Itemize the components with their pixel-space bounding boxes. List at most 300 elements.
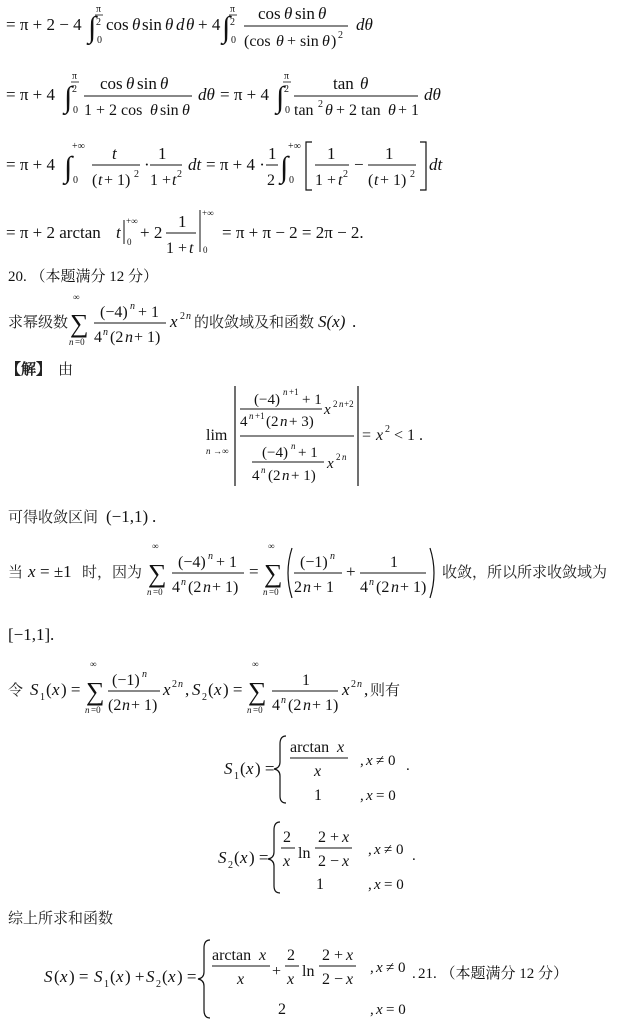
svg-text:2 +: 2 + xyxy=(318,829,340,846)
svg-text:x: x xyxy=(170,312,178,331)
svg-text:∞: ∞ xyxy=(73,292,80,302)
problem-heading xyxy=(0,262,634,290)
svg-text:x: x xyxy=(374,877,381,893)
svg-text:(−1,1): (−1,1) xyxy=(106,507,149,526)
svg-text:(−4): (−4) xyxy=(254,392,280,408)
svg-text:4: 4 xyxy=(252,468,260,484)
svg-text:n: n xyxy=(280,414,288,430)
svg-text:2: 2 xyxy=(96,17,101,28)
svg-text:+ 1): + 1) xyxy=(291,468,316,484)
svg-text:2: 2 xyxy=(134,169,139,180)
svg-text:π: π xyxy=(230,4,236,15)
svg-text:令: 令 xyxy=(8,681,24,699)
svg-text:+ 1: + 1 xyxy=(313,579,335,596)
svg-text:2: 2 xyxy=(180,311,185,322)
svg-text:n: n xyxy=(130,301,135,312)
svg-text:∫: ∫ xyxy=(64,151,73,184)
svg-text:,: , xyxy=(368,842,372,858)
svg-text:n: n xyxy=(342,452,347,462)
svg-text:dt: dt xyxy=(188,155,202,174)
svg-text:(2: (2 xyxy=(266,414,279,430)
svg-text:+∞: +∞ xyxy=(126,216,138,226)
svg-text:π: π xyxy=(72,71,78,82)
svg-text:1: 1 xyxy=(302,672,310,689)
svg-text:x: x xyxy=(346,947,354,964)
svg-text:θ: θ xyxy=(132,15,141,34)
svg-text:n: n xyxy=(291,441,296,451)
svg-text:n: n xyxy=(369,577,374,588)
svg-text:,: , xyxy=(368,877,372,893)
svg-text:θ: θ xyxy=(318,4,327,23)
svg-text:θ: θ xyxy=(182,102,190,119)
svg-text:= π + 4: = π + 4 xyxy=(6,155,56,174)
svg-text:tan: tan xyxy=(333,74,354,93)
svg-text:+ 1): + 1) xyxy=(104,172,131,189)
svg-text:x: x xyxy=(366,788,373,804)
svg-text:+ 1: + 1 xyxy=(398,102,420,119)
svg-text:S(x): S(x) xyxy=(318,312,346,331)
svg-text:θ: θ xyxy=(388,102,396,119)
svg-text:(: ( xyxy=(46,680,52,699)
svg-text:n: n xyxy=(391,579,399,596)
svg-text:≠ 0: ≠ 0 xyxy=(384,842,404,858)
svg-text:= π + 4: = π + 4 xyxy=(220,85,270,104)
svg-text:= ±1: = ±1 xyxy=(40,562,72,581)
svg-text:S: S xyxy=(224,759,233,778)
svg-text:2 −: 2 − xyxy=(322,971,344,988)
svg-text:dθ: dθ xyxy=(424,85,441,104)
svg-text:=0: =0 xyxy=(269,587,279,597)
svg-text:n: n xyxy=(208,551,213,562)
svg-text:.: . xyxy=(50,625,55,644)
svg-text:求幂级数: 求幂级数 xyxy=(8,313,69,331)
svg-text:+ 3): + 3) xyxy=(289,414,314,430)
svg-text:θ: θ xyxy=(325,102,333,119)
svg-text:= π + π − 2 = 2π − 2.: = π + π − 2 = 2π − 2. xyxy=(222,223,364,242)
svg-text:∞: ∞ xyxy=(252,659,259,669)
svg-text:2: 2 xyxy=(267,172,275,189)
svg-text:,: , xyxy=(370,1002,374,1018)
svg-text:n: n xyxy=(303,579,311,596)
svg-text:= π + 4: = π + 4 xyxy=(6,85,56,104)
svg-text:(: ( xyxy=(92,172,98,189)
svg-text:由: 由 xyxy=(58,360,74,378)
svg-text:+∞: +∞ xyxy=(288,141,301,152)
svg-text:) =: ) = xyxy=(249,848,269,867)
svg-text:π: π xyxy=(284,71,290,82)
svg-text:2: 2 xyxy=(284,84,289,95)
svg-text:(2: (2 xyxy=(268,468,281,484)
svg-text:x: x xyxy=(342,829,350,846)
svg-text:(2: (2 xyxy=(288,697,302,714)
svg-text:=: = xyxy=(362,427,372,444)
svg-text:dt: dt xyxy=(429,155,443,174)
svg-text:∑: ∑ xyxy=(148,559,167,588)
svg-text:4: 4 xyxy=(272,697,280,714)
svg-text:θ: θ xyxy=(360,74,369,93)
svg-text:→∞: →∞ xyxy=(213,446,229,456)
svg-text:n: n xyxy=(330,551,335,562)
svg-text:n: n xyxy=(125,329,133,346)
svg-text:θ: θ xyxy=(276,33,284,50)
svg-text:arctan: arctan xyxy=(290,739,330,756)
svg-text:∫: ∫ xyxy=(276,81,285,114)
svg-text:1: 1 xyxy=(178,212,187,231)
svg-text:2: 2 xyxy=(351,679,356,690)
svg-text:n: n xyxy=(339,399,344,409)
svg-text:≠ 0: ≠ 0 xyxy=(386,960,406,976)
svg-text:θ: θ xyxy=(165,15,174,34)
svg-text:∞: ∞ xyxy=(268,541,275,551)
svg-text:,: , xyxy=(364,680,369,699)
equation-line-3 xyxy=(0,134,634,196)
svg-text:x: x xyxy=(366,753,373,769)
equation-line-4 xyxy=(0,204,634,260)
limit-expression xyxy=(0,382,634,492)
definitions-line xyxy=(0,658,634,724)
svg-text:,: , xyxy=(185,680,190,699)
svg-text:n: n xyxy=(283,387,288,397)
svg-text:cos: cos xyxy=(100,74,123,93)
svg-text:t: t xyxy=(172,172,177,189)
svg-text:x: x xyxy=(346,971,354,988)
svg-text:= π + 2 − 4: = π + 2 − 4 xyxy=(6,15,82,34)
svg-text:) +: ) + xyxy=(125,967,145,986)
svg-text:t: t xyxy=(98,172,103,189)
svg-text:x: x xyxy=(60,967,68,986)
svg-text:2: 2 xyxy=(172,679,177,690)
svg-text:x: x xyxy=(283,853,291,870)
svg-text:(−4): (−4) xyxy=(100,304,128,321)
svg-text:x: x xyxy=(168,967,176,986)
svg-text:θ: θ xyxy=(322,33,330,50)
svg-text:2: 2 xyxy=(156,979,161,990)
svg-text:2: 2 xyxy=(410,169,415,180)
svg-text:n: n xyxy=(357,679,362,690)
svg-text:,: , xyxy=(360,788,364,804)
svg-text:(2: (2 xyxy=(188,579,202,596)
svg-text:+ 2 tan: + 2 tan xyxy=(336,102,381,119)
svg-text:d: d xyxy=(176,15,185,34)
svg-text:n: n xyxy=(147,587,152,597)
svg-text:ln: ln xyxy=(298,845,311,862)
svg-text:x: x xyxy=(287,971,295,988)
svg-text:n: n xyxy=(247,705,252,715)
svg-text:1: 1 xyxy=(385,144,394,163)
svg-text:∫: ∫ xyxy=(64,81,73,114)
svg-text:+2: +2 xyxy=(344,399,354,409)
svg-text:n: n xyxy=(261,465,266,475)
svg-text:sin: sin xyxy=(142,15,162,34)
svg-text:x: x xyxy=(342,680,350,699)
svg-text:∫: ∫ xyxy=(280,151,289,184)
svg-text:2: 2 xyxy=(294,579,302,596)
svg-text:+ sin: + sin xyxy=(287,33,319,50)
svg-text:x: x xyxy=(376,960,383,976)
svg-text:S: S xyxy=(44,967,53,986)
svg-text:∞: ∞ xyxy=(152,541,159,551)
svg-text:(−1): (−1) xyxy=(112,672,140,689)
svg-text:x: x xyxy=(52,680,60,699)
svg-text:(2: (2 xyxy=(108,697,122,714)
svg-text:< 1 .: < 1 . xyxy=(394,427,424,444)
svg-text:,: , xyxy=(370,960,374,976)
svg-text:0: 0 xyxy=(231,35,236,46)
svg-text:n: n xyxy=(263,587,268,597)
svg-text:时，因为: 时，因为 xyxy=(82,563,143,581)
svg-text:(−1): (−1) xyxy=(300,554,328,571)
svg-text:1: 1 xyxy=(268,144,277,163)
svg-text:t: t xyxy=(116,223,121,242)
svg-text:2: 2 xyxy=(333,399,338,409)
svg-text:1: 1 xyxy=(104,979,109,990)
svg-text:cos: cos xyxy=(106,15,129,34)
svg-text:+ 1: + 1 xyxy=(138,304,160,321)
domain-line xyxy=(0,618,634,652)
svg-text:sin: sin xyxy=(160,102,179,119)
svg-text:∑: ∑ xyxy=(70,309,89,338)
svg-text:n: n xyxy=(178,679,183,690)
svg-text:(: ( xyxy=(208,680,214,699)
svg-text:21. （本题满分 12 分）: 21. （本题满分 12 分） xyxy=(418,966,569,982)
svg-text:(2: (2 xyxy=(376,579,390,596)
svg-text:2 +: 2 + xyxy=(322,947,344,964)
svg-text:2: 2 xyxy=(72,84,77,95)
svg-text:+∞: +∞ xyxy=(202,208,214,218)
endpoint-line xyxy=(0,540,634,608)
svg-text:(−4): (−4) xyxy=(262,445,288,461)
svg-text:(: ( xyxy=(110,967,116,986)
svg-text:当: 当 xyxy=(8,563,24,581)
svg-text:+ 1: + 1 xyxy=(302,392,322,408)
svg-text:∫: ∫ xyxy=(222,11,231,44)
svg-text:= π + 4 ·: = π + 4 · xyxy=(206,155,265,174)
svg-text:2 −: 2 − xyxy=(318,853,340,870)
svg-text:·: · xyxy=(144,155,150,174)
svg-text:2: 2 xyxy=(338,30,343,41)
svg-text:1: 1 xyxy=(40,692,45,703)
svg-text:+ 1): + 1) xyxy=(400,579,427,596)
svg-text:= π + 2 arctan: = π + 2 arctan xyxy=(6,223,101,242)
svg-text:n: n xyxy=(122,697,130,714)
svg-text:.: . xyxy=(406,758,410,774)
svg-text:+ 2: + 2 xyxy=(140,223,163,242)
svg-text:.: . xyxy=(152,507,157,526)
svg-text:) =: ) = xyxy=(69,967,89,986)
svg-text:1: 1 xyxy=(234,771,239,782)
svg-text:,: , xyxy=(360,753,364,769)
svg-text:【解】: 【解】 xyxy=(6,360,52,378)
svg-text:x: x xyxy=(240,848,248,867)
svg-text:n: n xyxy=(206,446,211,456)
svg-text:n: n xyxy=(203,579,211,596)
svg-text:+∞: +∞ xyxy=(72,141,85,152)
s1-piecewise xyxy=(0,730,634,808)
svg-text:2: 2 xyxy=(278,1001,286,1018)
svg-text:t: t xyxy=(112,144,117,163)
svg-text:x: x xyxy=(163,680,171,699)
svg-text:1 +: 1 + xyxy=(166,240,188,257)
svg-text:0: 0 xyxy=(97,35,102,46)
svg-text:[−1,1]: [−1,1] xyxy=(8,625,51,644)
svg-text:+1: +1 xyxy=(255,411,265,421)
svg-text:) =: ) = xyxy=(255,759,275,778)
svg-text:x: x xyxy=(337,739,345,756)
svg-text:=0: =0 xyxy=(153,587,163,597)
svg-text:0: 0 xyxy=(73,175,78,186)
svg-text:+ 1): + 1) xyxy=(312,697,339,714)
svg-text:=0: =0 xyxy=(91,705,101,715)
svg-text:+ 1): + 1) xyxy=(380,172,407,189)
svg-text:sin: sin xyxy=(137,74,157,93)
svg-text:n: n xyxy=(85,705,90,715)
svg-text:2: 2 xyxy=(177,169,182,180)
svg-text:4: 4 xyxy=(172,579,180,596)
svg-text:n: n xyxy=(282,468,290,484)
svg-text:.: . xyxy=(412,966,416,982)
svg-text:(: ( xyxy=(162,967,168,986)
svg-text:n: n xyxy=(249,411,254,421)
svg-text:收敛，所以所求收敛域为: 收敛，所以所求收敛域为 xyxy=(442,563,608,581)
svg-text:+ 4: + 4 xyxy=(198,15,221,34)
svg-text:0: 0 xyxy=(73,105,78,116)
svg-text:∫: ∫ xyxy=(88,11,97,44)
svg-text:S: S xyxy=(30,680,39,699)
svg-text:2: 2 xyxy=(385,424,390,435)
svg-text:x: x xyxy=(342,853,350,870)
svg-text:lim: lim xyxy=(206,427,228,444)
s2-piecewise xyxy=(0,816,634,898)
svg-text:可得收敛区间: 可得收敛区间 xyxy=(8,508,99,526)
svg-text:x: x xyxy=(116,967,124,986)
equation-line-2 xyxy=(0,62,634,124)
svg-text:≠ 0: ≠ 0 xyxy=(376,753,396,769)
svg-text:+ 1): + 1) xyxy=(212,579,239,596)
svg-text:= 0: = 0 xyxy=(376,788,396,804)
svg-text:x: x xyxy=(259,947,267,964)
svg-text:∑: ∑ xyxy=(248,677,267,706)
svg-text:2: 2 xyxy=(287,947,295,964)
svg-text:S: S xyxy=(192,680,201,699)
svg-text:的收敛域及和函数: 的收敛域及和函数 xyxy=(194,313,315,331)
svg-text:0: 0 xyxy=(285,105,290,116)
svg-text:(cos: (cos xyxy=(244,33,271,50)
svg-text:4: 4 xyxy=(94,329,102,346)
svg-text:+ 1: + 1 xyxy=(216,554,238,571)
svg-text:) =: ) = xyxy=(177,967,197,986)
svg-text:1: 1 xyxy=(158,144,167,163)
svg-text:(: ( xyxy=(368,172,374,189)
svg-text:= 0: = 0 xyxy=(384,877,404,893)
svg-text:t: t xyxy=(374,172,379,189)
svg-text:=0: =0 xyxy=(75,337,85,347)
svg-text:4: 4 xyxy=(240,414,248,430)
svg-text:(: ( xyxy=(234,848,240,867)
svg-text:1 +: 1 + xyxy=(315,172,337,189)
svg-text:): ) xyxy=(331,33,337,50)
svg-text:2: 2 xyxy=(230,17,235,28)
svg-text:则有: 则有 xyxy=(370,681,401,699)
svg-text:n: n xyxy=(186,311,191,322)
svg-text:n: n xyxy=(142,669,147,680)
svg-text:ln: ln xyxy=(302,963,315,980)
svg-text:θ: θ xyxy=(186,15,195,34)
svg-text:x: x xyxy=(327,456,334,472)
svg-text:x: x xyxy=(314,763,322,780)
svg-text:arctan: arctan xyxy=(212,947,252,964)
svg-text:S: S xyxy=(218,848,227,867)
svg-text:θ: θ xyxy=(160,74,169,93)
svg-text:t: t xyxy=(189,240,194,257)
svg-text:+: + xyxy=(346,562,356,581)
svg-text:(2: (2 xyxy=(110,329,124,346)
svg-text:.: . xyxy=(352,312,357,331)
svg-text:=0: =0 xyxy=(253,705,263,715)
svg-text:cos: cos xyxy=(258,4,281,23)
svg-text:n: n xyxy=(303,697,311,714)
svg-text:−: − xyxy=(354,155,364,174)
svg-text:∑: ∑ xyxy=(264,559,283,588)
svg-text:+ 1): + 1) xyxy=(134,329,161,346)
svg-text:θ: θ xyxy=(284,4,293,23)
svg-text:+: + xyxy=(272,963,282,980)
svg-text:4: 4 xyxy=(360,579,368,596)
svg-text:(−4): (−4) xyxy=(178,554,206,571)
svg-text:综上所求和函数: 综上所求和函数 xyxy=(8,909,114,927)
svg-text:.: . xyxy=(412,848,416,864)
svg-text:x: x xyxy=(28,562,36,581)
svg-text:sin: sin xyxy=(295,4,315,23)
svg-text:n: n xyxy=(181,577,186,588)
svg-text:2: 2 xyxy=(318,99,323,110)
problem-statement xyxy=(0,292,634,356)
svg-text:θ: θ xyxy=(126,74,135,93)
svg-text:2: 2 xyxy=(202,692,207,703)
svg-text:1: 1 xyxy=(316,876,324,893)
equation-line-1 xyxy=(0,0,634,62)
svg-text:20. （本题满分 12 分）: 20. （本题满分 12 分） xyxy=(8,269,159,285)
svg-text:= 0: = 0 xyxy=(386,1002,406,1018)
summary-line xyxy=(0,904,634,932)
solution-label xyxy=(0,356,634,382)
svg-text:+ 1: + 1 xyxy=(298,445,318,461)
s-piecewise xyxy=(0,934,634,1024)
svg-text:2: 2 xyxy=(336,452,341,462)
svg-text:n: n xyxy=(281,695,286,706)
svg-text:x: x xyxy=(374,842,381,858)
svg-text:dθ: dθ xyxy=(356,15,373,34)
svg-text:1: 1 xyxy=(390,554,398,571)
svg-text:x: x xyxy=(237,971,245,988)
svg-text:π: π xyxy=(96,4,102,15)
svg-text:x: x xyxy=(246,759,254,778)
interval-line xyxy=(0,500,634,534)
svg-text:n: n xyxy=(69,337,74,347)
svg-text:t: t xyxy=(338,172,343,189)
svg-text:0: 0 xyxy=(203,245,208,255)
svg-text:1 +: 1 + xyxy=(150,172,172,189)
svg-text:0: 0 xyxy=(289,175,294,186)
svg-text:=: = xyxy=(249,562,259,581)
svg-text:x: x xyxy=(376,427,384,444)
svg-text:2: 2 xyxy=(283,829,291,846)
svg-text:x: x xyxy=(376,1002,383,1018)
svg-text:S: S xyxy=(94,967,103,986)
svg-text:∑: ∑ xyxy=(86,677,105,706)
svg-text:2: 2 xyxy=(228,860,233,871)
svg-text:1 + 2 cos: 1 + 2 cos xyxy=(84,102,143,119)
svg-text:(: ( xyxy=(240,759,246,778)
